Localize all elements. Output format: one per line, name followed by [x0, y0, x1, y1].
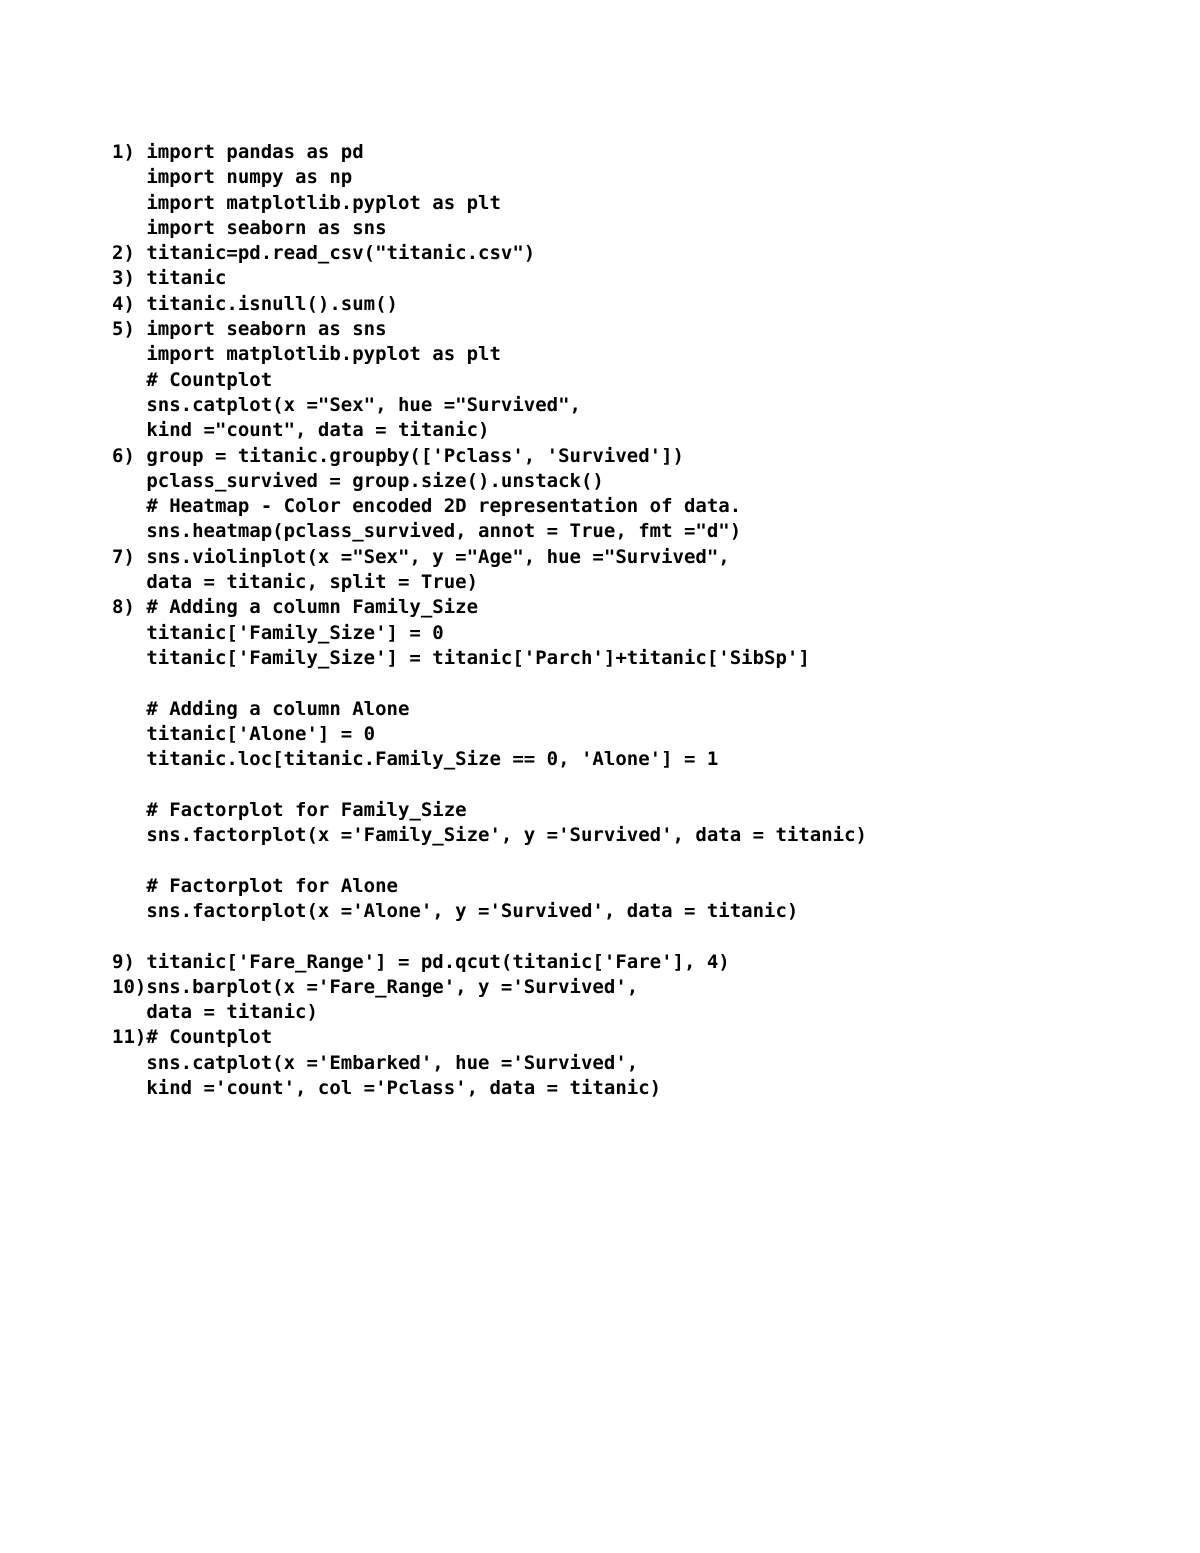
code-line: sns.heatmap(pclass_survived, annot = True, fmt ="d") [112, 520, 742, 543]
code-line: import matplotlib.pyplot as plt [112, 343, 501, 366]
code-listing [112, 140, 1112, 1101]
code-line: # Heatmap - Color encoded 2D representation of data. [112, 495, 742, 518]
code-line: 9) titanic['Fare_Range'] = pd.qcut(titanic['Fare'], 4) [112, 950, 730, 973]
code-line [112, 772, 1112, 797]
code-line: 8) # Adding a column Family_Size [112, 596, 479, 619]
code-line: 1) import pandas as pd [112, 141, 364, 163]
code-line: pclass_survived = group.size().unstack() [112, 469, 604, 492]
code-line: 2) titanic=pd.read_csv("titanic.csv") [112, 242, 536, 265]
code-line [112, 671, 1112, 696]
code-line: 10)sns.barplot(x ='Fare_Range', y ='Survived', [112, 975, 639, 998]
code-line: # Countplot [112, 368, 273, 391]
code-line: sns.factorplot(x ='Family_Size', y ='Survived', data = titanic) [112, 824, 867, 847]
code-line: data = titanic, split = True) [112, 571, 479, 594]
code-line: sns.factorplot(x ='Alone', y ='Survived', data = titanic) [112, 899, 799, 922]
code-line: titanic['Family_Size'] = titanic['Parch']+titanic['SibSp'] [112, 646, 810, 669]
code-line: 4) titanic.isnull().sum() [112, 292, 398, 315]
code-line: 3) titanic [112, 267, 227, 290]
code-line [112, 924, 1112, 949]
code-line: kind ="count", data = titanic) [112, 419, 490, 442]
code-line [112, 848, 1112, 873]
code-line: sns.catplot(x ="Sex", hue ="Survived", [112, 393, 581, 416]
code-line: data = titanic) [112, 1001, 318, 1024]
code-line: # Factorplot for Family_Size [112, 798, 467, 821]
code-line: titanic.loc[titanic.Family_Size == 0, 'Alone'] = 1 [112, 748, 719, 771]
code-line: 6) group = titanic.groupby(['Pclass', 'Survived']) [112, 444, 684, 467]
code-line: # Factorplot for Alone [112, 874, 398, 897]
code-line: kind ='count', col ='Pclass', data = titanic) [112, 1076, 662, 1099]
code-line: titanic['Alone'] = 0 [112, 722, 376, 745]
code-line: sns.catplot(x ='Embarked', hue ='Survived', [112, 1051, 639, 1074]
code-line: 7) sns.violinplot(x ="Sex", y ="Age", hue ="Survived", [112, 545, 730, 568]
code-line: 5) import seaborn as sns [112, 318, 387, 341]
code-line: import seaborn as sns [112, 216, 387, 239]
code-line: titanic['Family_Size'] = 0 [112, 621, 444, 644]
code-line: # Adding a column Alone [112, 697, 410, 720]
code-line: 11)# Countplot [112, 1026, 273, 1049]
code-line: import numpy as np [112, 166, 353, 189]
code-line: import matplotlib.pyplot as plt [112, 191, 501, 214]
